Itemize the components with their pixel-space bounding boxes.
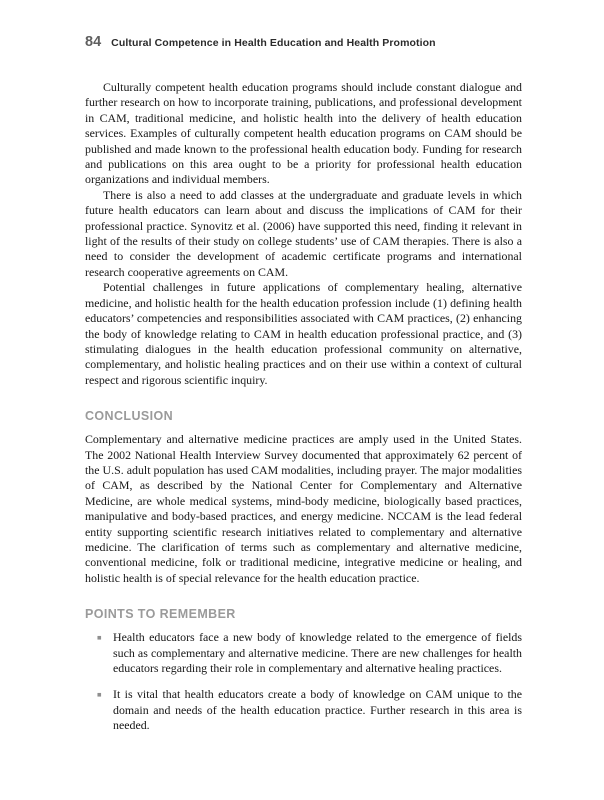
running-head-title: Cultural Competence in Health Education and Health Promotion	[111, 37, 436, 49]
bullet-item	[85, 630, 522, 676]
body-paragraph-3: Potential challenges in future applications of complementary healing, alternative medicine, and holistic health for the health education profession include (1) defining health educators’ competencies and responsibilities associated with CAM practices, (2) enhancing the body of knowledge relating to CAM in health education professional practice, and (3) stimulating dialogues in the health education professional community on alternative, complementary, and holistic healing practices and on their use within a context of cultural respect and rigorous scientific inquiry.	[85, 280, 522, 387]
page-number: 84	[85, 34, 102, 50]
bullet-item	[85, 687, 522, 733]
bullet-text-2: It is vital that health educators create a body of knowledge on CAM unique to the domain and needs of the health education practice. Further research in this area is needed.	[113, 687, 522, 733]
page-header	[85, 34, 522, 50]
page-body	[85, 80, 522, 734]
conclusion-heading: CONCLUSION	[85, 409, 174, 424]
body-paragraph-2: There is also a need to add classes at the undergraduate and graduate levels in which future health educators can learn about and discuss the implications of CAM for their professional practice. Synovitz et al. (2006) have supported this need, finding it relevant in light of the results of their study on college students’ use of CAM therapies. There is also a need to consider the development of academic certificate programs and international research cooperative agreements on CAM.	[85, 187, 522, 279]
square-bullet-icon: ■	[97, 633, 102, 643]
body-paragraph-1: Culturally competent health education programs should include constant dialogue and further research on how to incorporate training, publications, and professional development in CAM, traditional medicine, and holistic health into the delivery of health education services. Examples of culturally competent health education programs on CAM should be published and made known to the professional health education body. Funding for research and publications on this area ought to be a priority for professional health education organizations and individual members.	[85, 80, 522, 187]
conclusion-paragraph: Complementary and alternative medicine practices are amply used in the United States. The 2002 National Health Interview Survey documented that approximately 62 percent of the U.S. adult population has used CAM modalities, including prayer. The major modalities of CAM, as described by the National Center for Complementary and Alternative Medicine, are whole medical systems, mind-body medicine, biologically based practices, manipulative and body-based practices, and energy medicine. NCCAM is the lead federal entity supporting scientific research initiatives related to complementary and alternative medicine. The clarification of terms such as complementary and alternative medicine, conventional medicine, folk or traditional medicine, integrative medicine or healing, and holistic health is of special relevance for the health education practice.	[85, 432, 522, 585]
bullet-text-1: Health educators face a new body of knowledge related to the emergence of fields such as complementary and alternative medicine. There are new challenges for health educators regarding their role in complementary and alternative healing practices.	[113, 630, 522, 675]
points-to-remember-heading: POINTS TO REMEMBER	[85, 607, 236, 622]
square-bullet-icon: ■	[97, 690, 102, 700]
